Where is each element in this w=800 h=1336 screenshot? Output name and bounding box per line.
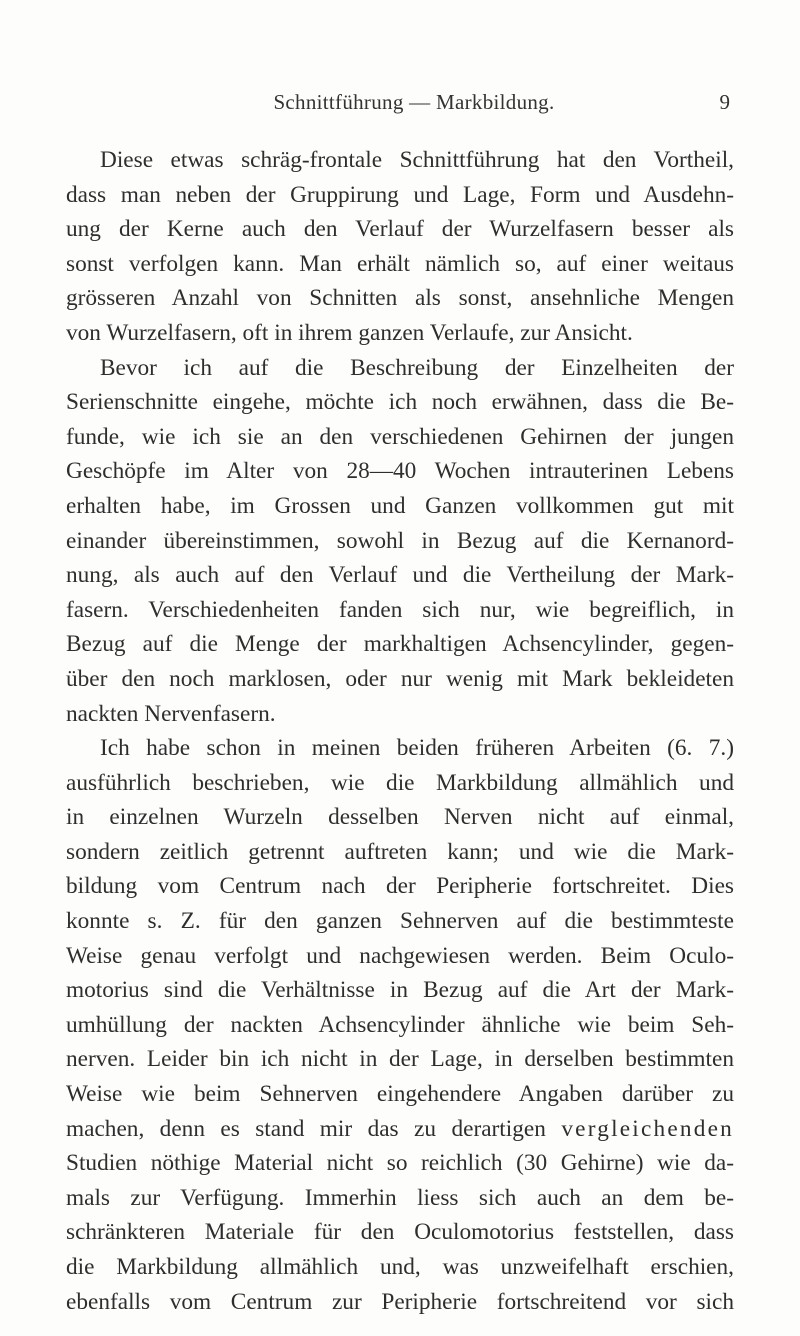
text-line: ung der Kerne auch den Verlauf der Wurzelfasern besser als bbox=[66, 216, 734, 243]
text-line: nerven. Leider bin ich nicht in der Lage, in derselben bestimmten bbox=[66, 1046, 734, 1073]
text-line: funde, wie ich sie an den verschiedenen Gehirnen der jungen bbox=[66, 423, 734, 450]
text-line: Ich habe schon in meinen beiden früheren Arbeiten (6. 7.) bbox=[100, 735, 734, 762]
text-line: nackten Nervenfasern. bbox=[66, 700, 276, 727]
text-line: umhüllung der nackten Achsencylinder ähnliche wie beim Seh- bbox=[66, 1011, 734, 1038]
text-line: schränkteren Materiale für den Oculomotorius feststellen, dass bbox=[66, 1219, 734, 1246]
text-line: fasern. Verschiedenheiten fanden sich nur, wie begreiflich, in bbox=[66, 596, 734, 623]
text-line: Serienschnitte eingehe, möchte ich noch erwähnen, dass die Be- bbox=[66, 389, 734, 416]
text-line: Studien nöthige Material nicht so reichlich (30 Gehirne) wie da- bbox=[66, 1150, 734, 1177]
text-line: Diese etwas schräg-frontale Schnittführung hat den Vortheil, bbox=[100, 147, 734, 173]
text-line: Bevor ich auf die Beschreibung der Einzelheiten der bbox=[100, 354, 734, 381]
text-line: sonst verfolgen kann. Man erhält nämlich so, auf einer weitaus bbox=[66, 250, 734, 277]
text-line: von Wurzelfasern, oft in ihrem ganzen Verlaufe, zur Ansicht. bbox=[66, 319, 633, 346]
page-number: 9 bbox=[719, 90, 730, 114]
text-line: Weise wie beim Sehnerven eingehendere Angaben darüber zu bbox=[66, 1081, 734, 1108]
text-line: motorius sind die Verhältnisse in Bezug auf die Art der Mark- bbox=[66, 977, 734, 1004]
text-line: Bezug auf die Menge der markhaltigen Achsencylinder, gegen- bbox=[66, 631, 734, 658]
text-line: über den noch marklosen, oder nur wenig mit Mark bekleideten bbox=[66, 665, 734, 692]
text-line: ausführlich beschrieben, wie die Markbildung allmählich und bbox=[66, 769, 734, 796]
text-line: mals zur Verfügung. Immerhin liess sich auch an dem be- bbox=[66, 1184, 734, 1211]
text-line: die Markbildung allmählich und, was unzweifelhaft erschien, bbox=[66, 1254, 734, 1280]
text-line: konnte s. Z. für den ganzen Sehnerven auf die bestimmteste bbox=[66, 908, 734, 935]
text-line: bildung vom Centrum nach der Peripherie fortschreitet. Dies bbox=[66, 873, 734, 900]
text-segment: machen, denn es stand mir das zu derartigen bbox=[66, 1115, 546, 1142]
text-line: in einzelnen Wurzeln desselben Nerven nicht auf einmal, bbox=[66, 804, 734, 831]
text-line: Weise genau verfolgt und nachgewiesen werden. Beim Oculo- bbox=[66, 942, 734, 969]
text-line: nung, als auch auf den Verlauf und die Vertheilung der Mark- bbox=[66, 562, 734, 589]
text-line: ebenfalls vom Centrum zur Peripherie fortschreitend vor sich bbox=[66, 1288, 734, 1315]
text-line: grösseren Anzahl von Schnitten als sonst, ansehnliche Mengen bbox=[66, 285, 734, 312]
text-line: Geschöpfe im Alter von 28—40 Wochen intrauterinen Lebens bbox=[66, 458, 734, 485]
running-title: Schnittführung — Markbildung. bbox=[273, 90, 555, 114]
text-line: einander übereinstimmen, sowohl in Bezug auf die Kernanord- bbox=[66, 527, 734, 554]
text-line: erhalten habe, im Grossen und Ganzen vollkommen gut mit bbox=[66, 492, 734, 519]
text-line-with-emphasis bbox=[66, 1112, 734, 1147]
text-line: dass man neben der Gruppirung und Lage, Form und Ausdehn- bbox=[66, 181, 734, 208]
spaced-emphasis: vergleichenden bbox=[561, 1115, 734, 1142]
running-head bbox=[98, 90, 730, 118]
text-line: sondern zeitlich getrennt auftreten kann; und wie die Mark- bbox=[66, 838, 734, 865]
body-text bbox=[66, 143, 734, 1319]
